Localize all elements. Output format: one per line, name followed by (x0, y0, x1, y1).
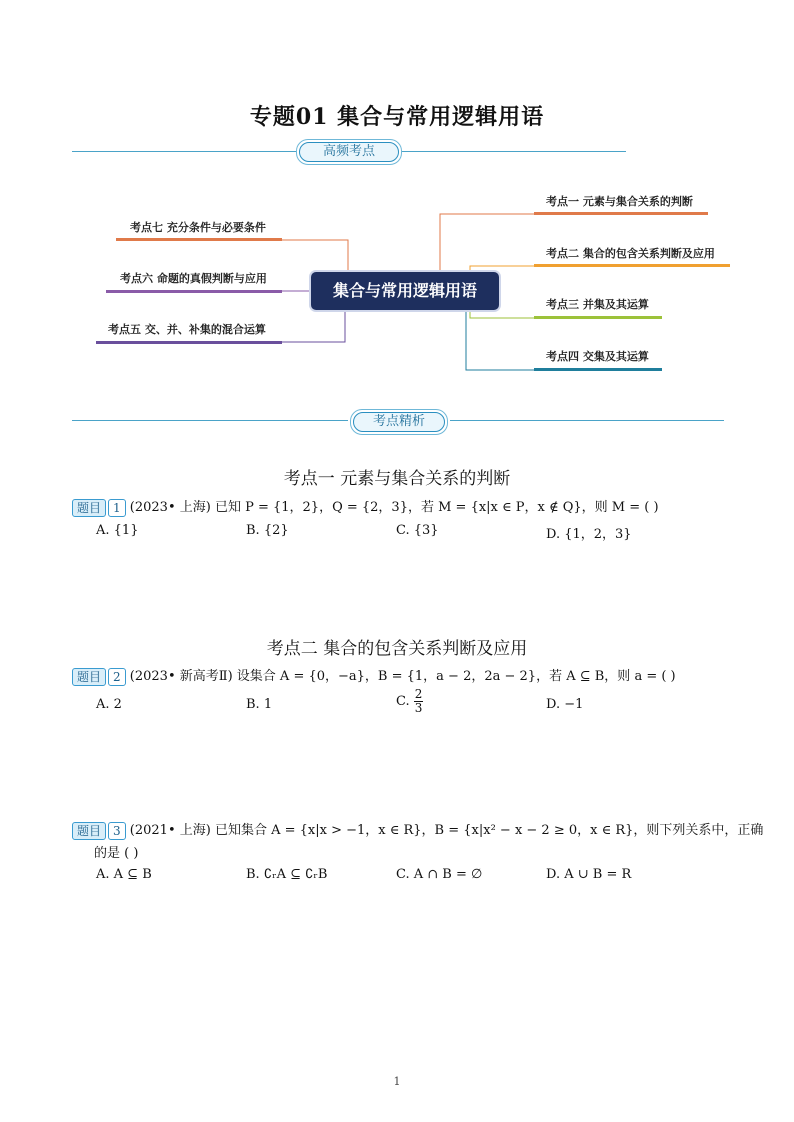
q3-option-c: C. A ∩ B = ∅ (396, 867, 483, 882)
page-number: 1 (393, 1075, 401, 1088)
question-number: 1 (108, 499, 126, 517)
q3-option-d: D. A ∪ B = R (546, 867, 632, 882)
mindmap-node-point-7: 考点七 充分条件与必要条件 (130, 221, 266, 234)
mindmap-node-point-4-bar (534, 368, 662, 371)
question-3 (72, 819, 763, 840)
mindmap-node-point-7-bar (116, 238, 282, 241)
mindmap-center-node: 集合与常用逻辑用语 (311, 272, 499, 310)
question-3-continuation: 的是 ( ) (94, 846, 139, 861)
page-title: 专题01 集合与常用逻辑用语 (249, 104, 545, 130)
mindmap-node-point-6-bar (106, 290, 282, 293)
q2-option-c (396, 688, 423, 715)
banner-high-frequency-label: 高频考点 (299, 142, 399, 162)
mindmap-connectors (0, 0, 794, 420)
mindmap-node-point-5-bar (96, 341, 282, 344)
fraction-numerator: 2 (414, 687, 423, 701)
question-number: 3 (108, 822, 126, 840)
mindmap-node-point-2: 考点二 集合的包含关系判断及应用 (546, 247, 715, 260)
question-3-text: (2021• 上海) 已知集合 A = {x|x > −1，x ∈ R}，B = {x|x² − x − 2 ≥ 0，x ∈ R}，则下列关系中，正确 (129, 823, 764, 838)
banner-analysis (350, 409, 448, 435)
question-tag: 题目 (72, 822, 106, 840)
mindmap-node-point-1: 考点一 元素与集合关系的判断 (546, 195, 693, 208)
question-2 (72, 665, 676, 686)
divider-left-2 (72, 420, 348, 421)
q1-option-c: C. {3} (396, 523, 439, 538)
q1-option-d: D. {1，2，3} (546, 527, 632, 542)
banner-analysis-label: 考点精析 (353, 412, 445, 432)
q2-option-d: D. −1 (546, 697, 584, 712)
question-number: 2 (108, 668, 126, 686)
mindmap-node-point-5: 考点五 交、并、补集的混合运算 (108, 323, 266, 336)
q1-option-a: A. {1} (96, 523, 139, 538)
fraction (414, 688, 424, 715)
q3-option-b: B. ∁ᵣA ⊆ ∁ᵣB (246, 867, 328, 882)
question-2-text: (2023• 新高考Ⅱ) 设集合 A = {0，−a}，B = {1，a − 2，2a − 2}，若 A ⊆ B，则 a = ( ) (129, 669, 676, 684)
q2-option-b: B. 1 (246, 697, 273, 712)
divider-right-2 (450, 420, 724, 421)
mindmap-node-point-1-bar (534, 212, 708, 215)
question-tag: 题目 (72, 499, 106, 517)
question-tag: 题目 (72, 668, 106, 686)
section-heading-2: 考点二 集合的包含关系判断及应用 (266, 639, 528, 659)
mindmap-node-point-2-bar (534, 264, 730, 267)
section-heading-1: 考点一 元素与集合关系的判断 (283, 469, 511, 489)
mindmap-node-point-6: 考点六 命题的真假判断与应用 (120, 272, 267, 285)
q1-option-b: B. {2} (246, 523, 289, 538)
q2-option-c-prefix: C. (396, 694, 414, 709)
mindmap-node-point-4: 考点四 交集及其运算 (546, 350, 649, 363)
fraction-denominator: 3 (414, 701, 423, 715)
mindmap-node-point-3: 考点三 并集及其运算 (546, 298, 649, 311)
q3-option-a: A. A ⊆ B (96, 867, 152, 882)
q2-option-a: A. 2 (96, 697, 122, 712)
question-1 (72, 496, 659, 517)
question-1-text: (2023• 上海) 已知 P = {1，2}，Q = {2，3}，若 M = {x|x ∈ P，x ∉ Q}，则 M = ( ) (129, 500, 659, 515)
mindmap-node-point-3-bar (534, 316, 662, 319)
